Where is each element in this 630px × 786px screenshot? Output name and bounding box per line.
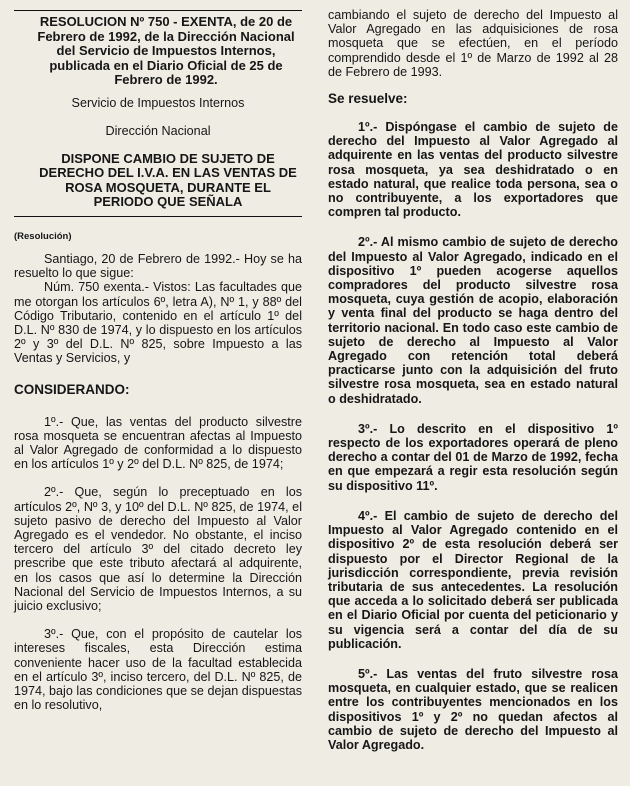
resuelve-4: 4º.- El cambio de sujeto de derecho del Impuesto al Valor Agregado contenido en el dispositivo 2º de esta resolución deberá ser dispuesto por el Director Regional de la jurisdicción correspondiente, previa revisión tributaria de sus antecedentes. La resolución que acceda a lo solicitado deberá ser publicada en el Diario Oficial por cuenta del peticionario y su vigencia será a contar del día de su publicación. bbox=[328, 508, 618, 651]
resolution-title: RESOLUCION Nº 750 - EXENTA, de 20 de Febrero de 1992, de la Dirección Nacional del Servicio de Impuestos Internos, publicada en el Diario Oficial de 25 de Febrero de 1992. bbox=[37, 14, 295, 88]
resuelve-5: 5º.- Las ventas del fruto silvestre rosa mosqueta, en cualquier estado, que se realicen entre los contribuyentes mencionados en los dispositivos 1º y 2º no quedan afectos al cambio de sujeto de derecho del Impuesto al Valor Agregado. bbox=[328, 666, 618, 752]
department-name: Dirección Nacional bbox=[105, 123, 211, 138]
right-column bbox=[328, 0, 618, 752]
issuer-name: Servicio de Impuestos Internos bbox=[71, 95, 245, 110]
considerando-2: 2º.- Que, según lo preceptuado en los artículos 2º, Nº 3, y 10º del D.L. Nº 825, de 1974, el sujeto pasivo de derecho del Impuesto al Valor Agregado es el vendedor. No obstante, el inciso tercero del artículo 3º del citado decreto ley prescribe que este tributo afectará al adquirente, en los casos que así lo determine la Dirección Nacional del Servicio de Impuestos Internos, a su juicio exclusivo; bbox=[14, 485, 302, 614]
considerando-1: 1º.- Que, las ventas del producto silvestre rosa mosqueta se encuentran afectas al Impuesto al Valor Agregado de conformidad a lo dispuesto en los artículos 1º y 2º del D.L. Nº 825, de 1974; bbox=[14, 414, 302, 472]
resuelve-2: 2º.- Al mismo cambio de sujeto de derecho del Impuesto al Valor Agregado, indicado en el dispositivo 1º pueden acogerse aquellos compradores del producto silvestre rosa mosqueta, cuya gestión de acopio, elaboración y venta final del producto se haga dentro del territorio nacional. En todo caso este cambio de sujeto de derecho al Impuesto al Valor Agregado con retención total deberá practicarse junto con la adquisición del fruto silvestre rosa mosqueta, sea en estado natural o deshidratado. bbox=[328, 235, 618, 406]
considerando-heading: CONSIDERANDO: bbox=[14, 381, 130, 397]
intro-paragraph: Santiago, 20 de Febrero de 1992.- Hoy se ha resuelto lo que sigue: bbox=[14, 251, 302, 281]
se-resuelve-heading: Se resuelve: bbox=[328, 91, 408, 107]
left-column bbox=[14, 0, 302, 712]
vistos-paragraph: Núm. 750 exenta.- Vistos: Las facultades que me otorgan los artículos 6º, letra A), Nº 1, y 88º del Código Tributario, contenido en el artículo 1º del D.L. Nº 830 de 1974, y lo dispuesto en los artículos 2º y 3º del D.L. Nº 825, sobre Impuesto a las Ventas y Servicios, y bbox=[14, 280, 302, 366]
continuation-paragraph: cambiando el sujeto de derecho del Impuesto al Valor Agregado en las adquisiciones de rosa mosqueta que se efectúen, en el período comprendido desde el 1º de Marzo de 1992 al 28 de Febrero de 1993. bbox=[328, 8, 618, 79]
considerando-3: 3º.- Que, con el propósito de cautelar los intereses fiscales, esta Dirección estima conveniente hacer uso de la facultad establecida en el artículo 3º, inciso tercero, del D.L. Nº 825, de 1974, bajo las condiciones que se dejan dispuestas en lo resolutivo, bbox=[14, 627, 302, 713]
top-rule bbox=[14, 10, 302, 11]
section-label: (Resolución) bbox=[14, 230, 72, 242]
resuelve-3: 3º.- Lo descrito en el dispositivo 1º respecto de los exportadores operará de pleno derecho a contar del 01 de Marzo de 1992, fecha en que empezará a regir esta resolución según su dispositivo 11º. bbox=[328, 421, 618, 493]
resolution-heading: DISPONE CAMBIO DE SUJETO DE DERECHO DEL I.V.A. EN LAS VENTAS DE ROSA MOSQUETA, DURANTE EL PERIODO QUE SEÑALA bbox=[39, 150, 297, 210]
resuelve-1: 1º.- Dispóngase el cambio de sujeto de derecho del Impuesto al Valor Agregado al adquirente en las ventas del producto silvestre rosa mosqueta, ya sea deshidratado o en estado natural, que realice toda persona, sea o no contribuyente, a los exportadores que compren tal producto. bbox=[328, 120, 618, 220]
